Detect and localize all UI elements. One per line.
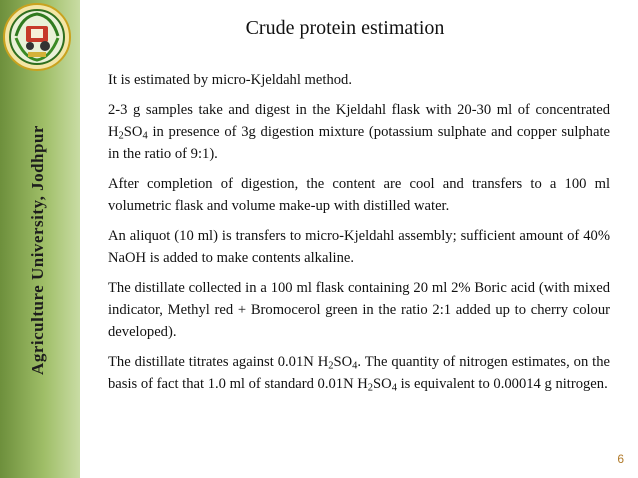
paragraph-3 bbox=[108, 173, 610, 217]
paragraph-5 bbox=[108, 277, 610, 343]
paragraph-2-text-b: SO bbox=[123, 124, 143, 140]
paragraph-5-text: The distillate collected in a 100 ml flask containing 20 ml 2% Boric acid (with mixed indicator, Methyl red + Bromocerol green in the ratio 2:1 added up to cherry colour developed). bbox=[108, 280, 610, 340]
subscript: 4 bbox=[352, 360, 358, 372]
subscript: 4 bbox=[142, 130, 148, 142]
paragraph-6-text-c: . The quantity of nitrogen estimates, on the basis of fact that 1.0 ml of standard 0.01N H bbox=[108, 354, 610, 392]
paragraph-6-text-a: The distillate titrates against 0.01N H bbox=[108, 354, 329, 370]
paragraph-4 bbox=[108, 225, 610, 269]
paragraph-6-text-d: SO bbox=[373, 376, 392, 392]
paragraph-4-text: An aliquot (10 ml) is transfers to micro-Kjeldahl assembly; sufficient amount of 40% NaOH is added to make contents alkaline. bbox=[108, 228, 610, 266]
paragraph-6-text-e: is equivalent to 0.00014 g nitrogen. bbox=[396, 376, 608, 392]
sidebar-institution-title: Agriculture University, Jodhpur bbox=[28, 125, 47, 375]
paragraph-6-text-b: SO bbox=[333, 354, 353, 370]
paragraph-2 bbox=[108, 99, 610, 165]
page-number: 6 bbox=[617, 452, 624, 466]
subscript: 4 bbox=[391, 382, 397, 394]
paragraph-3-text: After completion of digestion, the content are cool and transfers to a 100 ml volumetric flask and volume make-up with distilled water. bbox=[108, 176, 610, 214]
subscript: 2 bbox=[118, 130, 124, 142]
paragraph-2-text-c: in presence of 3g digestion mixture (potassium sulphate and copper sulphate in the ratio of 9:1). bbox=[108, 124, 610, 162]
university-emblem-logo bbox=[2, 2, 72, 72]
paragraph-1-text: It is estimated by micro-Kjeldahl method. bbox=[108, 72, 352, 88]
subscript: 2 bbox=[328, 360, 334, 372]
slide-title: Crude protein estimation bbox=[245, 17, 445, 39]
slide-body bbox=[108, 69, 610, 403]
paragraph-1 bbox=[108, 69, 610, 91]
subscript: 2 bbox=[367, 382, 374, 394]
sidebar bbox=[0, 0, 80, 478]
paragraph-6 bbox=[108, 351, 610, 395]
paragraph-2-text-a: 2-3 g samples take and digest in the Kjeldahl flask with 20-30 ml of concentrated H bbox=[108, 102, 610, 140]
